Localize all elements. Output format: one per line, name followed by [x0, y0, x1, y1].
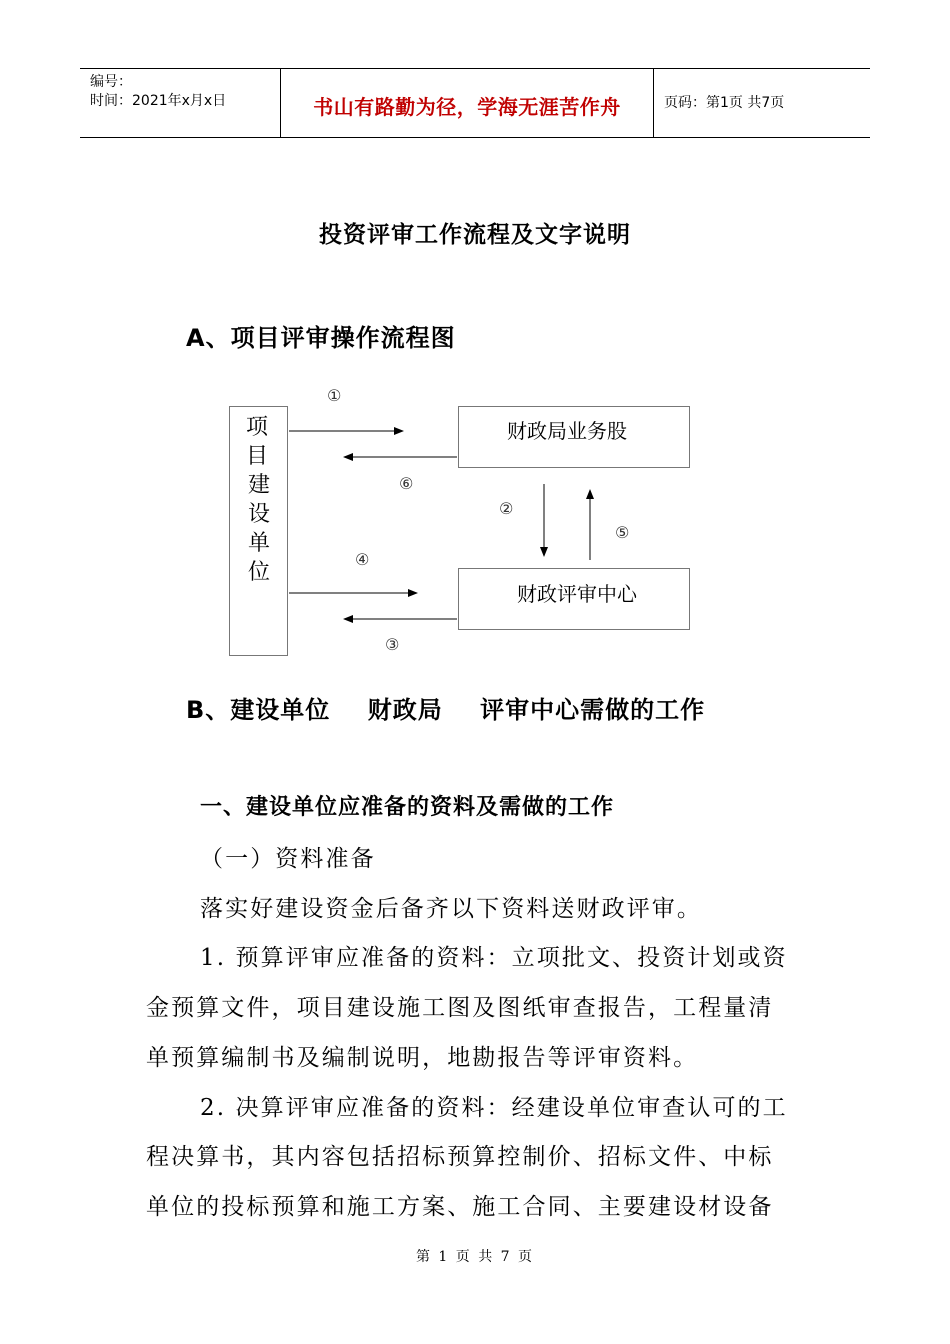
number-label: 编号： — [90, 74, 132, 90]
construction-unit-char: 项 — [245, 415, 268, 440]
paragraph-line: 1. 预算评审应准备的资料：立项批文、投资计划或资 — [200, 945, 788, 971]
page-footer: 第 1 页 共 7 页 — [415, 1249, 535, 1265]
marker-2: ② — [499, 499, 514, 518]
paragraph-line: 金预算文件，项目建设施工图及图纸审查报告，工程量清 — [146, 995, 774, 1021]
construction-unit-char: 目 — [245, 444, 268, 469]
paragraph-line: 落实好建设资金后备齐以下资料送财政评审。 — [200, 896, 702, 922]
marker-6: ⑥ — [399, 474, 414, 493]
paragraph-line: 单位的投标预算和施工方案、施工合同、主要建设材设备 — [146, 1194, 774, 1220]
marker-3: ③ — [385, 635, 400, 654]
construction-unit-char: 设 — [247, 502, 270, 527]
paragraph-line: 单预算编制书及编制说明，地勘报告等评审资料。 — [146, 1045, 699, 1071]
construction-unit-char: 位 — [247, 560, 270, 585]
construction-unit-char: 单 — [247, 531, 270, 556]
document-title: 投资评审工作流程及文字说明 — [319, 222, 631, 248]
marker-1: ① — [327, 386, 342, 405]
review-center-label: 财政评审中心 — [517, 582, 637, 606]
sub-heading-materials: （一）资料准备 — [200, 846, 376, 872]
time-label: 时间：2021年x月x日 — [90, 93, 227, 109]
heading-construction-unit: 一、建设单位应准备的资料及需做的工作 — [200, 795, 615, 820]
page-label: 页码：第1页 共7页 — [664, 95, 785, 111]
section-a-heading: A、项目评审操作流程图 — [186, 324, 456, 352]
paragraph-line: 程决算书，其内容包括招标预算控制价、招标文件、中标 — [146, 1144, 774, 1170]
section-b-heading: B、建设单位 财政局 评审中心需做的工作 — [186, 696, 706, 724]
marker-4: ④ — [355, 550, 370, 569]
finance-dept-label: 财政局业务股 — [507, 419, 627, 443]
paragraph-line: 2. 决算评审应准备的资料：经建设单位审查认可的工 — [200, 1095, 788, 1121]
marker-5: ⑤ — [615, 523, 630, 542]
motto-text: 书山有路勤为径，学海无涯苦作舟 — [313, 95, 621, 119]
construction-unit-char: 建 — [247, 473, 270, 498]
